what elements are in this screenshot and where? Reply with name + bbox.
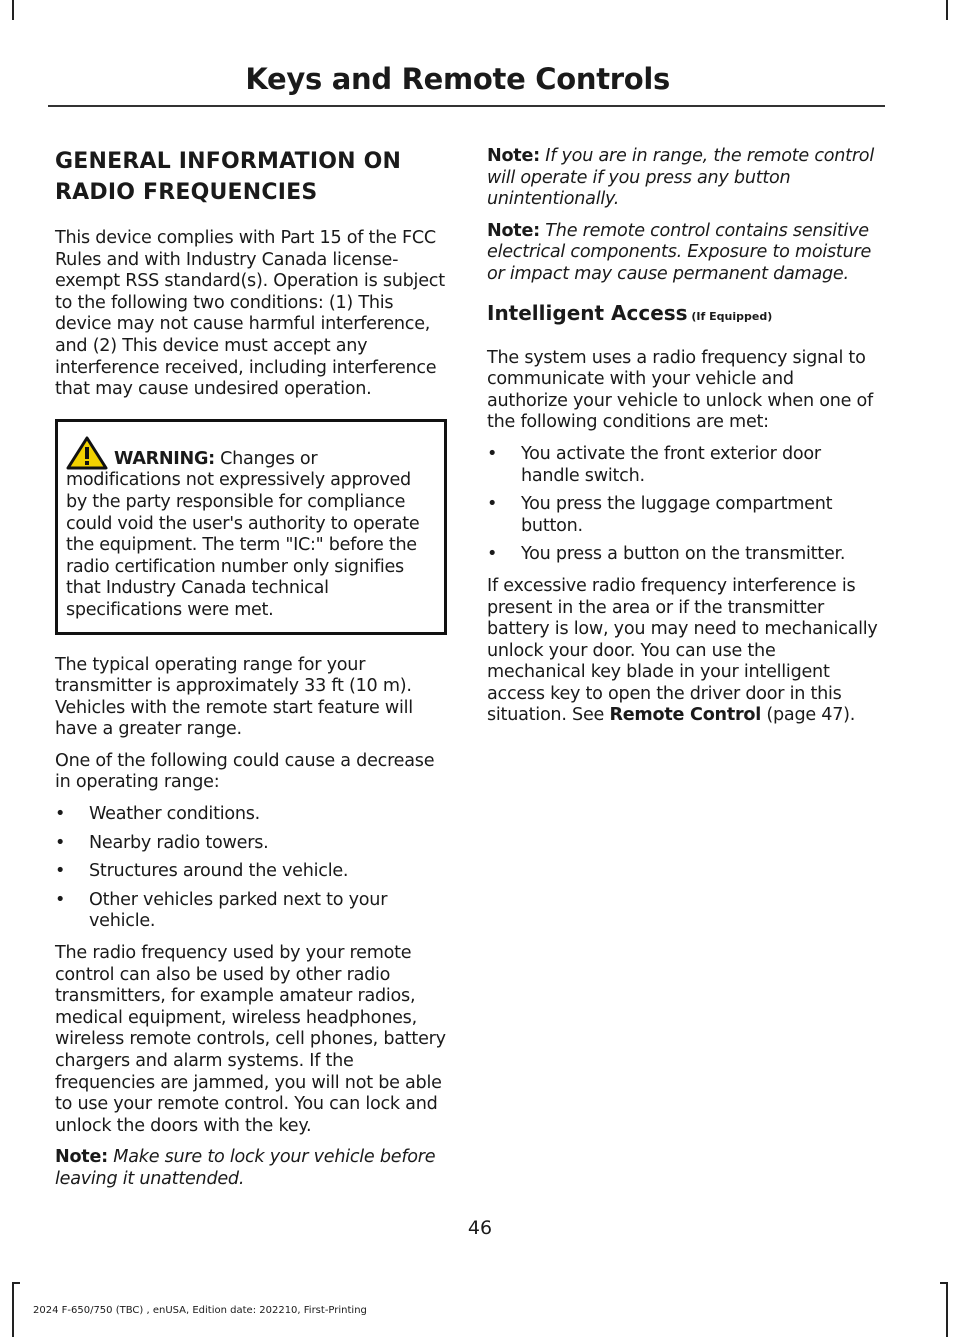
list-item: [487, 444, 879, 487]
list-item-text: Structures around the vehicle.: [89, 861, 349, 882]
warning-box: [55, 419, 447, 635]
warning-label: WARNING:: [114, 448, 215, 469]
crop-mark-bottom-left-h: [12, 1282, 20, 1284]
list-item: [55, 833, 447, 855]
subheading-text: Intelligent Access: [487, 300, 688, 325]
section-heading: [55, 146, 447, 208]
note-label: Note:: [487, 146, 540, 166]
crop-mark-bottom-right: [946, 1282, 948, 1337]
bullet-glyph: •: [487, 443, 498, 464]
bullet-glyph: •: [55, 804, 66, 825]
list-item-text: You activate the front exterior door handle switch.: [521, 443, 821, 486]
bullet-glyph: •: [487, 544, 498, 565]
crop-mark-top-left: [12, 0, 14, 20]
list-item-text: Weather conditions.: [89, 804, 261, 825]
decrease-paragraph: One of the following could cause a decrease in operating range:: [55, 750, 435, 793]
range-factors-list: [55, 804, 447, 933]
range-paragraph: The typical operating range for your transmitter is approximately 33 ft (10 m). Vehicles with the remote start feature will have a greater range.: [55, 654, 413, 740]
list-item: [55, 861, 447, 883]
interference-paragraph: The radio frequency used by your remote control can also be used by other radio transmitters, for example amateur radios, medical equipment, wireless headphones, wireless remote controls, cell phones, battery chargers and alarm systems. If the frequencies are jammed, you will not be able to use your remote control. You can lock and unlock the doors with the key.: [55, 943, 446, 1136]
list-item: [55, 804, 447, 826]
note-text: If you are in range, the remote control will operate if you press any button unintentionally.: [487, 146, 874, 210]
intelligent-access-heading: [487, 300, 879, 330]
list-item: [55, 890, 447, 933]
lock-note: [55, 1147, 447, 1190]
note-label: Note:: [55, 1147, 108, 1168]
remote-control-reference-link[interactable]: Remote Control: [609, 705, 762, 726]
right-column: [487, 146, 879, 737]
compliance-paragraph: This device complies with Part 15 of the FCC Rules and with Industry Canada license-exempt RSS standard(s). Operation is subject to the following two conditions: (1) This device may not cause harmful interference, and (2) This device must accept any interference received, including interference that may cause undesired operation.: [55, 228, 445, 400]
list-item: [487, 494, 879, 537]
list-item: [487, 544, 879, 566]
note-text: The remote control contains sensitive electrical components. Exposure to moisture or impact may cause permanent damage.: [487, 220, 872, 284]
list-item-text: You press a button on the transmitter.: [521, 544, 846, 565]
page-number: 46: [467, 1217, 493, 1239]
intelligent-access-paragraph: The system uses a radio frequency signal to communicate with your vehicle and authorize your vehicle to unlock when one of the following conditions are met:: [487, 347, 873, 433]
note-label: Note:: [487, 220, 540, 241]
header-rule: [48, 105, 885, 107]
mechanical-unlock-paragraph: [487, 576, 879, 727]
left-column: [55, 146, 447, 1201]
page-reference: (page 47).: [761, 705, 856, 726]
warning-text: Changes or modifications not expressively approved by the party responsible for compliance could void the user's authority to operate the equipment. The term "IC:" before the radio certification number only signifies that Industry Canada technical specifications were met.: [66, 448, 420, 620]
range-note: [487, 146, 879, 211]
list-item-text: Nearby radio towers.: [89, 832, 269, 853]
section-heading-line2: RADIO FREQUENCIES: [55, 180, 318, 205]
crop-mark-top-right: [946, 0, 948, 20]
bullet-glyph: •: [55, 861, 66, 882]
list-item-text: Other vehicles parked next to your vehicle.: [89, 889, 388, 932]
if-equipped-tag: (If Equipped): [687, 309, 773, 323]
paragraph-text: If excessive radio frequency interference is present in the area or if the transmitter battery is low, you may need to mechanically unlock your door. You can use the mechanical key blade in your intelligent access key to open the driver door in this situation. See: [487, 575, 878, 726]
warning-icon: [66, 436, 108, 470]
unlock-conditions-list: [487, 444, 879, 566]
note-text: Make sure to lock your vehicle before leaving it unattended.: [55, 1147, 436, 1189]
crop-mark-bottom-right-h: [940, 1282, 948, 1284]
bullet-glyph: •: [55, 889, 66, 910]
section-heading-line1: GENERAL INFORMATION ON: [55, 149, 402, 174]
crop-mark-bottom-left: [12, 1282, 14, 1337]
list-item-text: You press the luggage compartment button.: [521, 494, 833, 536]
sensitive-note: [487, 221, 879, 286]
bullet-glyph: •: [55, 832, 66, 853]
bullet-glyph: •: [487, 494, 498, 515]
page-header-title: Keys and Remote Controls: [245, 62, 670, 96]
footer-edition-info: 2024 F-650/750 (TBC) , enUSA, Edition date: 202210, First-Printing: [33, 1305, 367, 1316]
